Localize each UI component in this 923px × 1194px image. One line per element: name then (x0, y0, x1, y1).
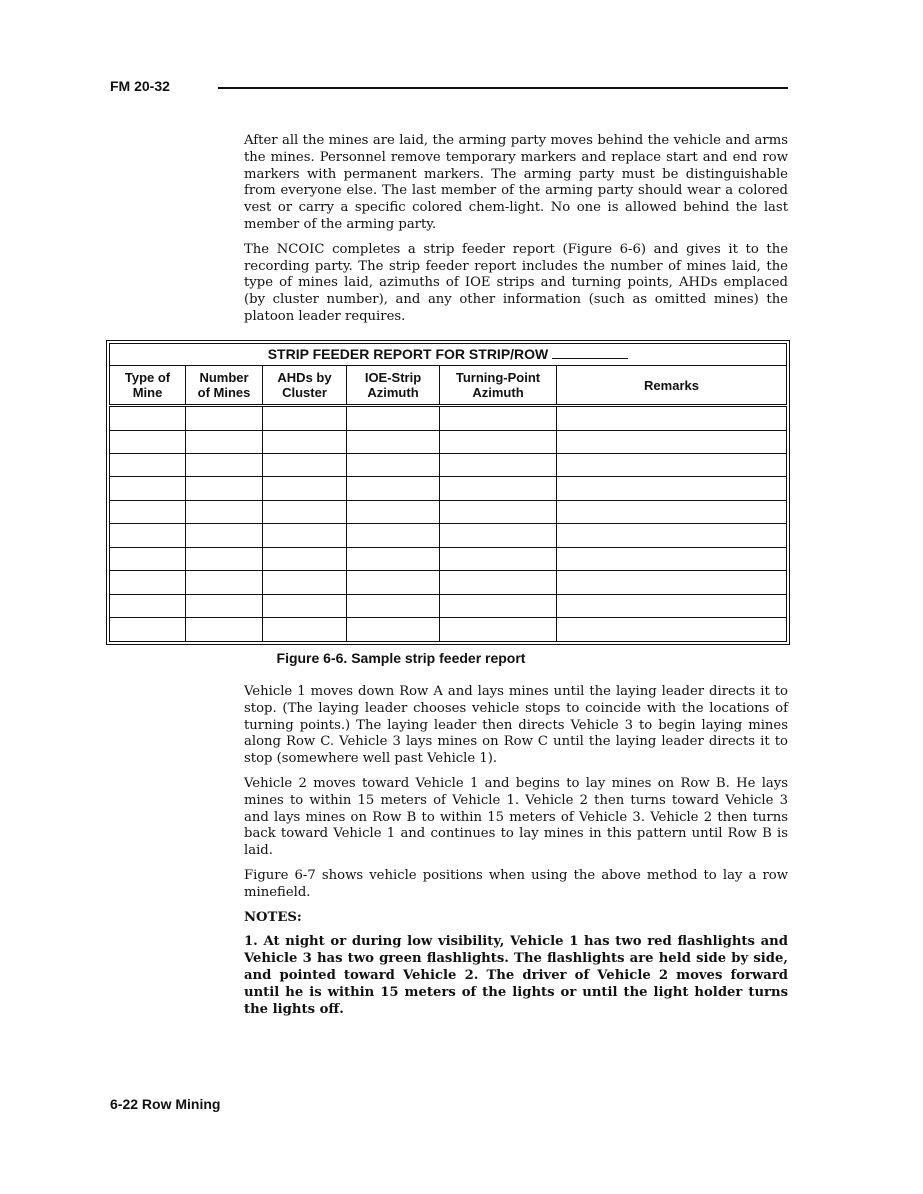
bottom-text-block (244, 684, 788, 1026)
table-row (110, 571, 787, 594)
table-cell (440, 477, 557, 500)
table-cell (557, 571, 787, 594)
strip-feeder-report-form (106, 340, 790, 645)
table-cell (186, 453, 263, 476)
table-cell (557, 594, 787, 617)
table-row (110, 477, 787, 500)
table-cell (440, 405, 557, 430)
table-cell (347, 547, 440, 570)
figure-caption: Figure 6-6. Sample strip feeder report (276, 650, 526, 666)
table-cell (440, 618, 557, 642)
table-cell (557, 430, 787, 453)
table-cell (440, 524, 557, 547)
notes-heading: NOTES: (244, 909, 302, 925)
table-cell (440, 430, 557, 453)
table-cell (186, 430, 263, 453)
table-cell (347, 500, 440, 523)
table-cell (557, 618, 787, 642)
table-row (110, 547, 787, 570)
table-cell (263, 477, 347, 500)
paragraph-figure-ref: Figure 6-7 shows vehicle positions when using the above method to lay a row minefield. (244, 867, 788, 900)
table-cell (557, 547, 787, 570)
table-cell (263, 594, 347, 617)
table-cell (557, 405, 787, 430)
top-text-block (244, 133, 788, 334)
paragraph-vehicle-2: Vehicle 2 moves toward Vehicle 1 and begins to lay mines on Row B. He lays mines to within 15 meters of Vehicle 1. Vehicle 2 then turns toward Vehicle 3 and lays mines on Row B to within 15 meters of Vehicle 3. Vehicle 2 then turns back toward Vehicle 1 and continues to lay mines in this pattern until Row B is laid. (244, 775, 788, 859)
table-cell (347, 430, 440, 453)
table-row (110, 405, 787, 430)
table-cell (263, 453, 347, 476)
table-row (110, 430, 787, 453)
table-cell (440, 453, 557, 476)
table-cell (186, 500, 263, 523)
table-cell (440, 547, 557, 570)
table-cell (440, 594, 557, 617)
table-cell (110, 524, 186, 547)
table-cell (110, 618, 186, 642)
table-cell (347, 453, 440, 476)
table-cell (110, 594, 186, 617)
col-turning-point-azimuth: Turning-Point Azimuth (440, 366, 557, 406)
table-row (110, 500, 787, 523)
header-rule (218, 87, 788, 89)
table-cell (557, 524, 787, 547)
table-cell (186, 547, 263, 570)
document-id: FM 20-32 (110, 78, 170, 94)
table-row (110, 594, 787, 617)
table-cell (110, 405, 186, 430)
table-cell (263, 618, 347, 642)
table-cell (263, 500, 347, 523)
table-cell (110, 571, 186, 594)
table-cell (347, 618, 440, 642)
table-cell (186, 477, 263, 500)
table-cell (557, 453, 787, 476)
table-cell (186, 405, 263, 430)
table-cell (110, 500, 186, 523)
col-ioe-strip-azimuth: IOE-Strip Azimuth (347, 366, 440, 406)
table-cell (440, 571, 557, 594)
table-cell (347, 594, 440, 617)
table-row (110, 524, 787, 547)
table-cell (263, 524, 347, 547)
table-cell (263, 405, 347, 430)
col-ahds-by-cluster: AHDs by Cluster (263, 366, 347, 406)
table-cell (186, 594, 263, 617)
table-cell (110, 453, 186, 476)
table-cell (347, 477, 440, 500)
table-cell (263, 430, 347, 453)
table-cell (263, 547, 347, 570)
table-cell (347, 524, 440, 547)
col-type-of-mine: Type of Mine (110, 366, 186, 406)
table-row (110, 618, 787, 642)
report-title: STRIP FEEDER REPORT FOR STRIP/ROW (110, 344, 787, 366)
table-cell (263, 571, 347, 594)
table-cell (110, 477, 186, 500)
table-cell (347, 405, 440, 430)
col-number-of-mines: Number of Mines (186, 366, 263, 406)
table-cell (347, 571, 440, 594)
table-row (110, 453, 787, 476)
strip-row-blank (552, 347, 628, 359)
table-cell (186, 524, 263, 547)
table-cell (110, 547, 186, 570)
paragraph-vehicle-1: Vehicle 1 moves down Row A and lays mines until the laying leader directs it to stop. (The laying leader chooses vehicle stops to coincide with the locations of turning points.) The laying leader then directs Vehicle 3 to begin laying mines along Row C. Vehicle 3 lays mines on Row C until the laying leader directs it to stop (somewhere well past Vehicle 1). (244, 684, 788, 767)
table-cell (440, 500, 557, 523)
note-1: 1. At night or during low visibility, Vehicle 1 has two red flashlights and Vehicle 3 has two green flashlights. The flashlights are held side by side, and pointed toward Vehicle 2. The driver of Vehicle 2 moves forward until he is within 15 meters of the lights or until the light holder turns the lights off. (244, 934, 788, 1017)
paragraph-strip-feeder: The NCOIC completes a strip feeder report (Figure 6-6) and gives it to the recording party. The strip feeder report includes the number of mines laid, the type of mines laid, azimuths of IOE strips and turning points, AHDs emplaced (by cluster number), and any other information (such as omitted mines) the platoon leader requires. (244, 241, 788, 324)
table-cell (557, 477, 787, 500)
page-footer: 6-22 Row Mining (110, 1096, 221, 1112)
paragraph-arming-party: After all the mines are laid, the arming party moves behind the vehicle and arms the mines. Personnel remove temporary markers and replace start and end row markers with permanent markers. The arming party must be distinguishable from everyone else. The last member of the arming party should wear a colored vest or carry a specific colored chem-light. No one is allowed behind the last member of the arming party. (244, 133, 788, 232)
col-remarks: Remarks (557, 366, 787, 406)
table-cell (557, 500, 787, 523)
table-cell (186, 618, 263, 642)
report-table (109, 343, 787, 642)
table-cell (110, 430, 186, 453)
table-cell (186, 571, 263, 594)
